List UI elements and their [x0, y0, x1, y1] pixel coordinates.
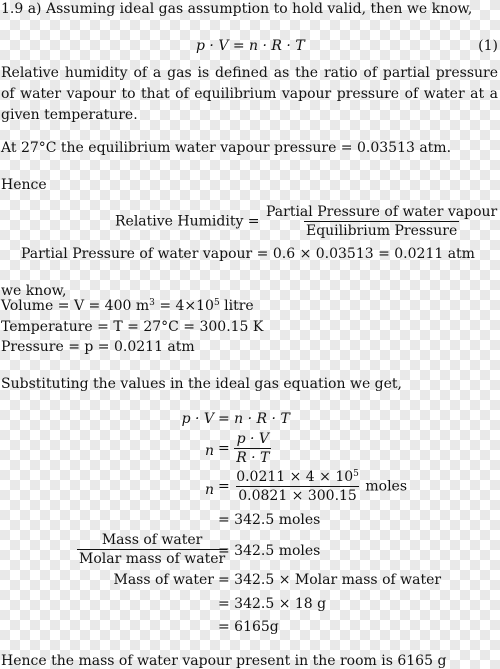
equation-number: (1): [478, 38, 498, 54]
ideal-gas-equation: [196, 39, 305, 53]
row5-numerator: Mass of water: [101, 532, 203, 548]
temperature-line: Temperature = T = 27°C = 300.15 K: [1, 319, 264, 335]
row3-unit: moles: [365, 478, 408, 495]
row7-rhs: = 342.5 × 18 g: [218, 596, 327, 612]
row3-lhs: [205, 482, 214, 498]
volume-line: [1, 299, 254, 313]
row5-rhs: = 342.5 moles: [218, 543, 321, 559]
relative-humidity-numerator: Partial Pressure of water vapour: [266, 204, 498, 220]
row6-lhs: Mass of water: [113, 572, 214, 588]
row3-denominator: 0.0821 × 300.15: [238, 488, 357, 504]
row2-lhs-text: n: [204, 443, 214, 459]
volume-exponent-2: 5: [213, 298, 220, 308]
ideal-gas-equation-text: p · V = n · R · T: [196, 38, 305, 54]
row3-numerator: [234, 470, 361, 486]
row6-rhs: = 342.5 × Molar mass of water: [218, 572, 442, 588]
row2-numerator: p · V: [236, 431, 270, 447]
pressure-line: Pressure = p = 0.0211 atm: [1, 339, 195, 355]
volume-prefix: Volume = V = 400 m: [1, 298, 150, 314]
row1-lhs: [182, 411, 214, 427]
row1-rhs: [218, 411, 290, 427]
volume-exponent: 3: [149, 298, 155, 308]
row3-fraction: [234, 470, 361, 503]
hence-label: Hence: [1, 177, 47, 193]
row3-numerator-exponent: 5: [353, 469, 359, 479]
volume-mid: = 4×10: [154, 298, 214, 314]
row8-rhs: = 6165g: [218, 619, 279, 635]
relative-humidity-fraction: [264, 205, 499, 238]
partial-pressure-line: Partial Pressure of water vapour = 0.6 × 0.03513 = 0.0211 atm: [21, 246, 475, 262]
relative-humidity-denominator: Equilibrium Pressure: [305, 223, 458, 239]
row1-rhs-text: = n · R · T: [218, 411, 290, 427]
row3-lhs-text: n: [204, 482, 214, 498]
relative-humidity-definition: Relative humidity of a gas is defined as the ratio of partial pressure of water vapour to that of equilibrium vapour pressure of water at a given temperature.: [1, 65, 498, 123]
row5-denominator: Molar mass of water: [79, 551, 226, 567]
conclusion-line: Hence the mass of water vapour present in the room is 6165 g: [1, 653, 447, 669]
relative-humidity-lhs: Relative Humidity =: [115, 213, 260, 230]
relative-humidity-formula: [115, 205, 499, 238]
row5-lhs: [77, 533, 227, 566]
row3-numerator-text: 0.0211 × 4 × 10: [236, 469, 354, 485]
row4-rhs: = 342.5 moles: [218, 512, 321, 528]
row2-lhs: [205, 443, 214, 459]
row1-lhs-text: p · V: [181, 411, 214, 427]
we-know-label: we know,: [1, 283, 67, 299]
row2-rhs: = $\frac{p \cdot V}{R \cdot T}$: [218, 431, 270, 466]
intro-line: 1.9 a) Assuming ideal gas assumption to hold valid, then we know,: [1, 1, 473, 17]
equilibrium-pressure-line: At 27°C the equilibrium water vapour pressure = 0.03513 atm.: [1, 140, 452, 156]
substituting-line: Substituting the values in the ideal gas equation we get,: [1, 376, 402, 392]
row5-fraction: [77, 533, 227, 566]
volume-suffix: litre: [219, 298, 254, 314]
row2-fraction: [234, 432, 271, 465]
row3-rhs: = $\frac{0.0211 \times 4 \times 10^5}{0.0821 \times 300.15}$ moles: [218, 469, 408, 504]
row2-denominator: R · T: [236, 450, 270, 466]
